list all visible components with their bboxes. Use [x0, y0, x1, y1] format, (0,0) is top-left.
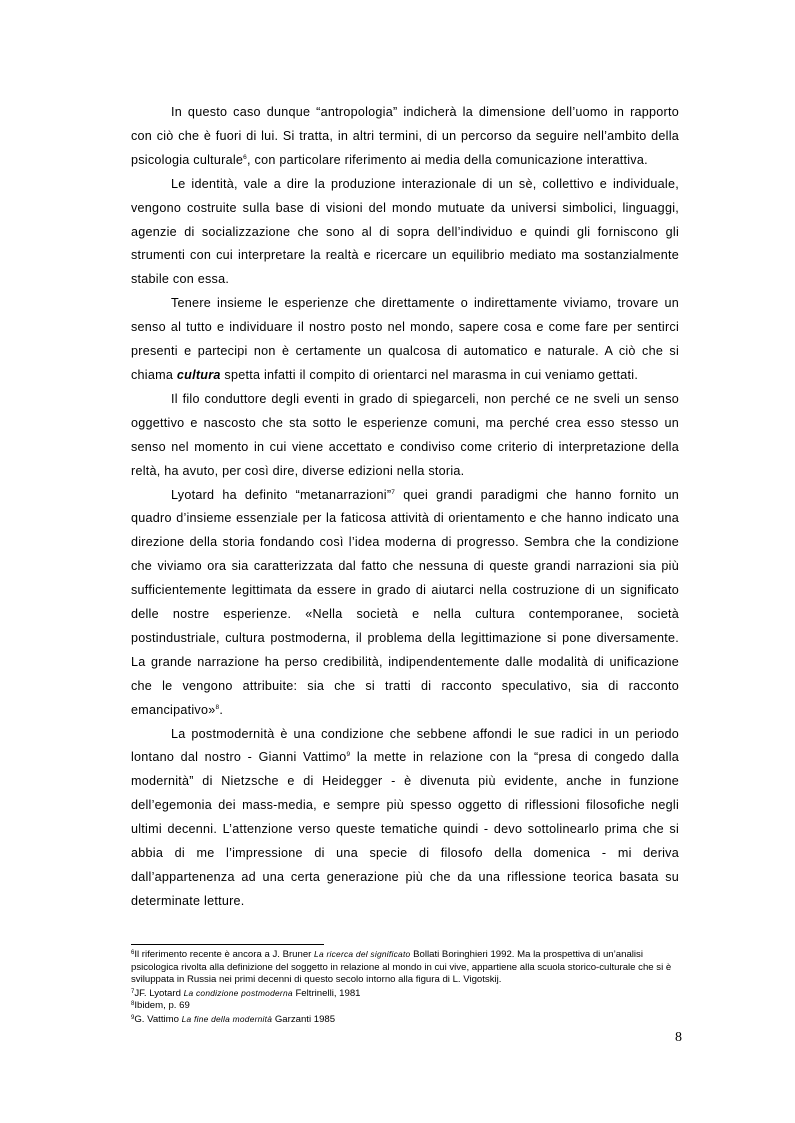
body-text — [131, 101, 679, 914]
book-title: La fine della modernità — [181, 1013, 273, 1024]
footnote-ref-8: 8 — [215, 703, 220, 711]
footnote-ref-7: 7 — [391, 488, 396, 496]
paragraph-1: In questo caso dunque “antropologia” indicherà la dimensione dell’uomo in rapporto con ciò che è fuori di lui. Si tratta, in altri termini, di un percorso da seguire nell’ambito della psicologia culturale$^6$, con particolare riferimento ai media della comunicazione interattiva. — [131, 105, 679, 167]
paragraph-4: Il filo conduttore degli eventi in grado di spiegarceli, non perché ce ne sveli un senso oggettivo e nascosto che sta sotto le esperienze comuni, ma perché crea esso stesso un senso nel momento in cui viene accettato e condiviso come criterio di interpretazione della reltà, ha avuto, per così dire, diverse edizioni nella storia. — [131, 391, 679, 478]
paragraph-3: Tenere insieme le esperienze che direttamente o indirettamente viviamo, trovare un senso al tutto e individuare il nostro posto nel mondo, sapere cosa e come fare per sentirci presenti e partecipi non è certamente un qualcosa di automatico e naturale. A ciò che si chiama cultura spetta infatti il compito di orientarci nel marasma in cui veniamo gettati. — [131, 296, 679, 382]
footnote-8: $^8$Ibidem, p. 69 — [131, 1000, 190, 1012]
page-number: 8 — [675, 1030, 682, 1045]
paragraph-6: La postmodernità è una condizione che sebbene affondi le sue radici in un periodo lontano dal nostro - Gianni Vattimo$^9$ la mette in relazione con la “presa di congedo dalla modernità” di Nietzsche e di Heidegger - è divenuta più evidente, anche in funzione dell’egemonia dei mass-media, e sempre più spesso oggetto di riflessioni filosofiche negli ultimi decenni. L’attenzione verso queste tematiche quindi - devo sottolinearlo prima che si abbia di me l’impressione di una specie di filosofo della domenica - mi deriva dall’appartenenza ad una certa generazione più che da una riflessione teorica basata su determinate letture. — [131, 726, 679, 908]
book-title: La condizione postmoderna — [183, 987, 293, 998]
footnote-9: $^9$G. Vattimo La fine della modernità Garzanti 1985 — [131, 1013, 336, 1025]
footnote-ref-6: 6 — [243, 153, 248, 161]
footnote-6: $^6$Il riferimento recente è ancora a J. Bruner La ricerca del significato Bollati Boringhieri 1992. Ma la prospettiva di un’analisi psicologica rivolta alla definizione del soggetto in relazione al mondo in cui vive, appartiene alla scuola storico-culturale che si è sviluppata in Russia nei primi decenni di questo secolo intorno alla figura di L. Vigotskij. — [131, 949, 672, 986]
footnote-ref-9: 9 — [346, 751, 351, 759]
footnote-7: $^7$JF. Lyotard La condizione postmoderna Feltrinelli, 1981 — [131, 987, 361, 999]
footnotes — [131, 948, 679, 1027]
book-title: La ricerca del significato — [314, 949, 411, 959]
paragraph-2: Le identità, vale a dire la produzione interazionale di un sè, collettivo e individuale, vengono costruite sulla base di visioni del mondo mutuate da universi simbolici, linguaggi, agenzie di socializzazione che sono al di sopra dell’individuo e quindi gli forniscono gli strumenti con cui interpretare la realtà e ricercare un equilibrio mediato ma sostanzialmente stabile con essa. — [131, 176, 679, 287]
emphasis-cultura: cultura — [176, 367, 221, 382]
paragraph-5: Lyotard ha definito “metanarrazioni”$^7$ quei grandi paradigmi che hanno fornito un quadro d’insieme essenziale per la faticosa attività di orientamento e che hanno indicato una direzione della storia fondando così l’idea moderna di progresso. Sembra che la condizione che viviamo ora sia caratterizzata dal fatto che nessuna di queste grandi narrazioni sia più sufficientemente legittimata da essere in grado di aiutarci nella costruzione di un significato delle nostre esperienze. «Nella società e nella cultura contemporanee, società postindustriale, cultura postmoderna, il problema della legittimazione si pone diversamente. La grande narrazione ha perso credibilità, indipendentemente dalle modalità di unificazione che le vengono attribuite: sia che si tratti di racconto speculativo, sia di racconto emancipativo»$^8$. — [131, 487, 679, 717]
footnote-divider — [131, 944, 324, 945]
